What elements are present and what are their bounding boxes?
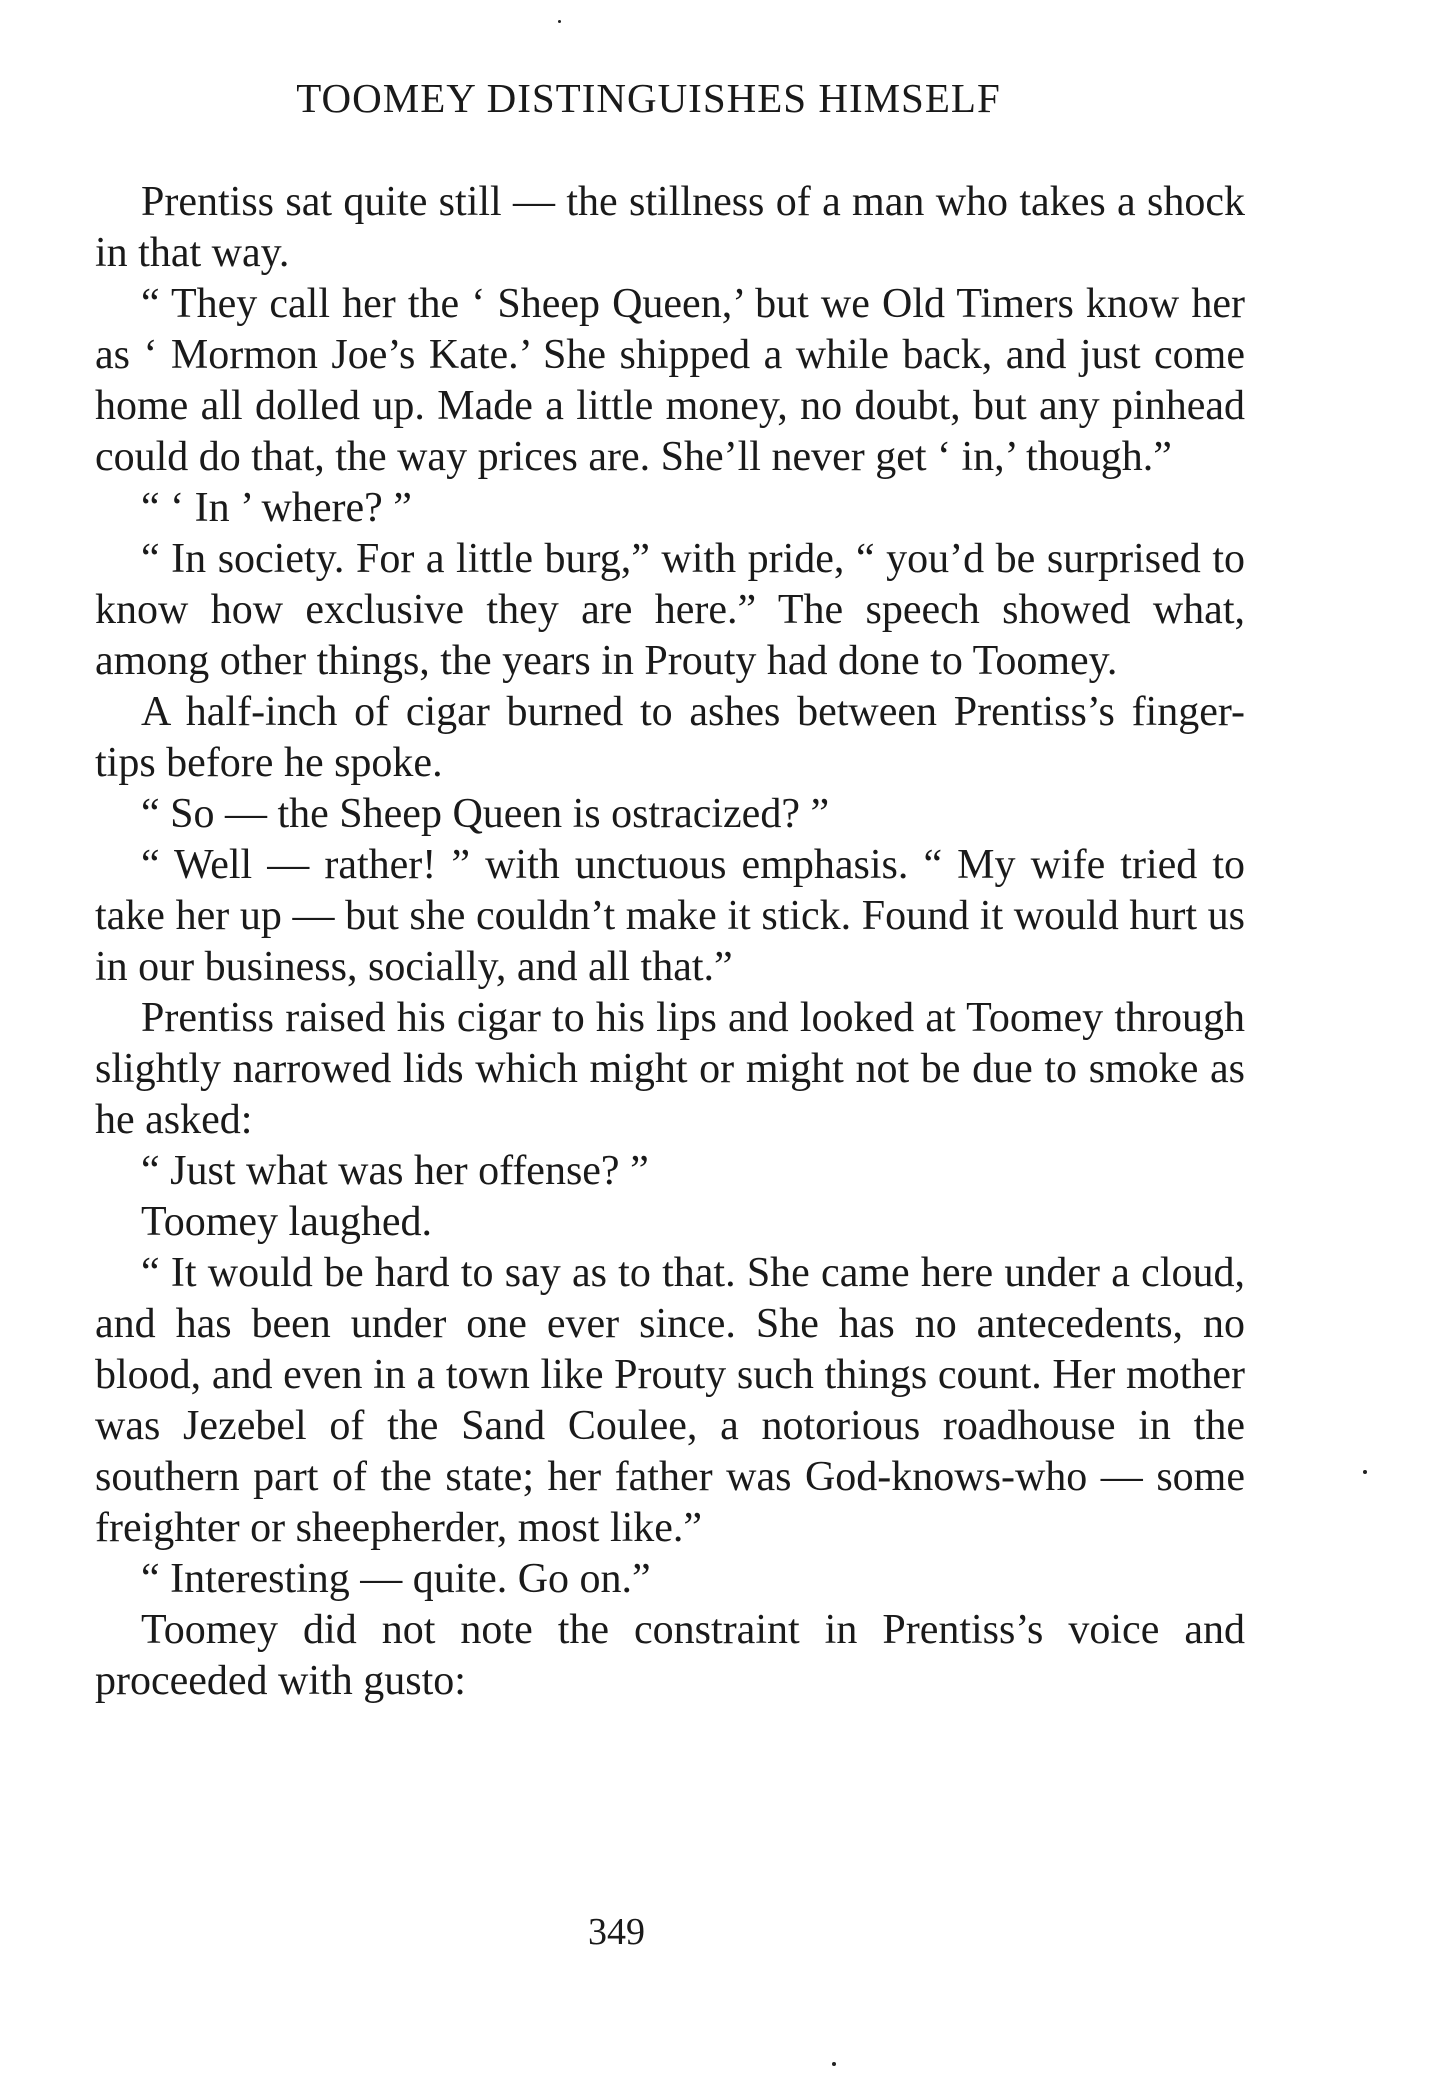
print-speck xyxy=(832,2062,836,2066)
paragraph: “ In society. For a little burg,” with pride, “ you’d be surprised to know how exclusive they are here.” The speech showed what, among other things, the years in Prouty had done to Toomey. xyxy=(95,536,1245,684)
paragraph: A half-inch of cigar burned to ashes between Prentiss’s finger-tips before he spoke. xyxy=(95,689,1245,786)
page-number: 349 xyxy=(588,1911,645,1953)
paragraph: “ ‘ In ’ where? ” xyxy=(141,485,412,531)
body-text xyxy=(95,177,1245,1707)
running-head: TOOMEY DISTINGUISHES HIMSELF xyxy=(296,75,1001,121)
print-speck xyxy=(1363,1470,1367,1474)
paragraph: Toomey did not note the constraint in Prentiss’s voice and proceeded with gusto: xyxy=(95,1607,1245,1704)
paragraph: Prentiss sat quite still — the stillness of a man who takes a shock in that way. xyxy=(95,179,1245,276)
paragraph: “ Well — rather! ” with unctuous emphasis. “ My wife tried to take her up — but she couldn’t make it stick. Found it would hurt us in our business, socially, and all that.” xyxy=(95,842,1245,990)
paragraph: Toomey laughed. xyxy=(141,1199,432,1245)
paragraph: “ So — the Sheep Queen is ostracized? ” xyxy=(141,791,830,837)
paragraph: Prentiss raised his cigar to his lips and looked at Toomey through slightly narrowed lids which might or might not be due to smoke as he asked: xyxy=(95,995,1245,1143)
paragraph: “ They call her the ‘ Sheep Queen,’ but we Old Timers know her as ‘ Mormon Joe’s Kate.’ She shipped a while back, and just come home all dolled up. Made a little money, no doubt, but any pinhead could do that, the way prices are. She’ll never get ‘ in,’ though.” xyxy=(95,281,1245,480)
paragraph: “ Just what was her offense? ” xyxy=(141,1148,649,1194)
paragraph: “ It would be hard to say as to that. She came here under a cloud, and has been under one ever since. She has no antecedents, no blood, and even in a town like Prouty such things count. Her mother was Jezebel of the Sand Coulee, a notorious roadhouse in the southern part of the state; her father was God-knows-who — some freighter or sheepherder, most like.” xyxy=(95,1250,1245,1551)
print-speck xyxy=(558,20,561,23)
paragraph: “ Interesting — quite. Go on.” xyxy=(141,1556,651,1602)
